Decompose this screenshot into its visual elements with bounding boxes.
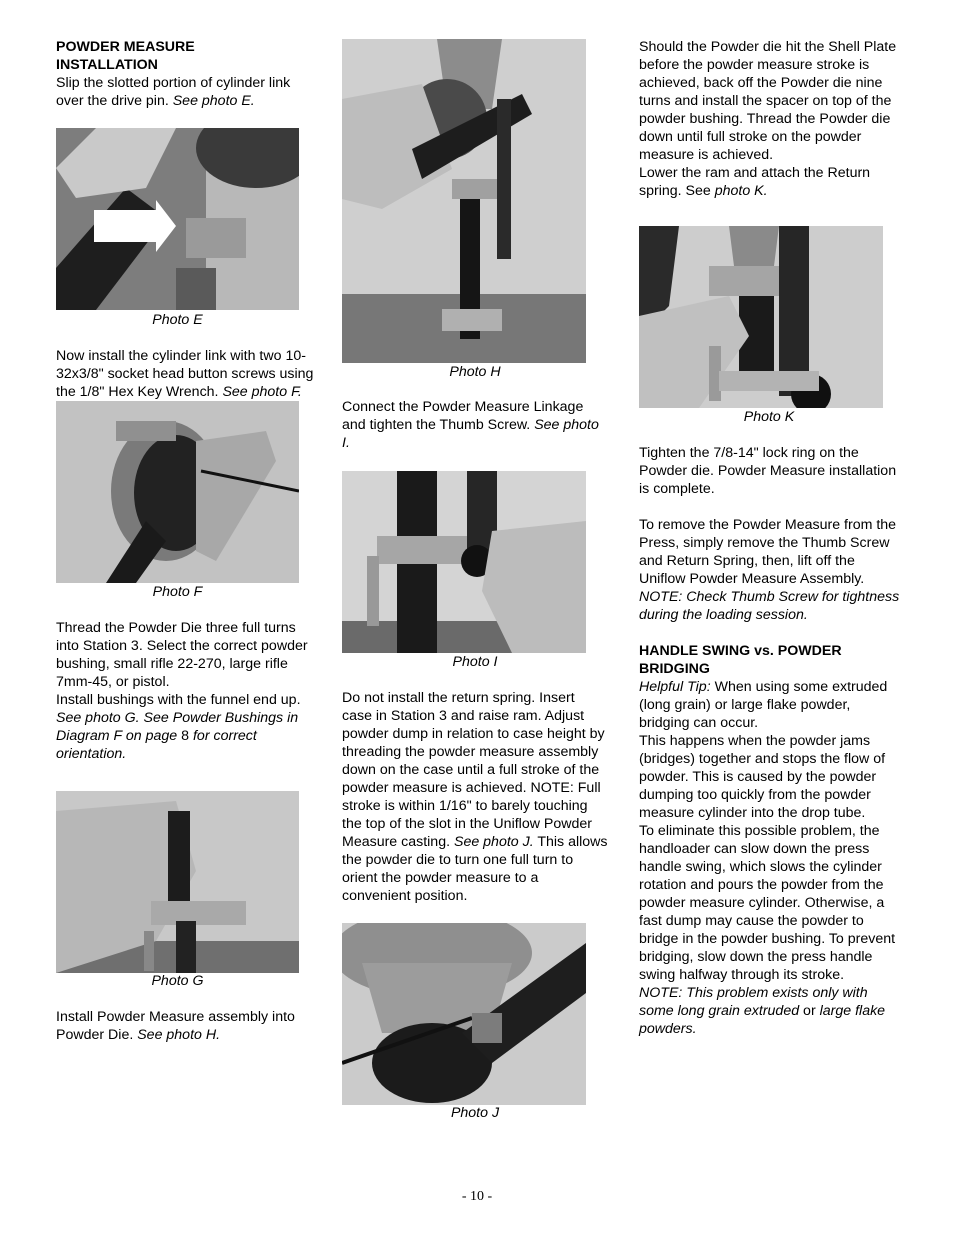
- paragraph-install-bushings: Install bushings with the funnel end up. See photo G. See Powder Bushings in Diagram F on page 8 for correct orientation.: [56, 692, 301, 762]
- paragraph-thread-die: Thread the Powder Die three full turns into Station 3. Select the correct powder bushing, small rifle 22-270, large rifle 7mm-45, or pistol.: [56, 620, 308, 690]
- photo-f-caption: Photo F: [152, 584, 203, 600]
- section-heading-powder-measure: POWDER MEASURE INSTALLATION: [56, 39, 195, 73]
- photo-j-caption: Photo J: [450, 1105, 500, 1121]
- column-3: [639, 38, 907, 1038]
- photo-i-caption: Photo I: [452, 654, 498, 670]
- paragraph-connect-linkage: Connect the Powder Measure Linkage and tighten the Thumb Screw. See photo I.: [342, 399, 599, 451]
- column-2: [342, 39, 610, 1122]
- photo-i: [342, 471, 586, 653]
- column-1: [56, 38, 326, 1044]
- paragraph-install-link: Now install the cylinder link with two 10-32x3/8" socket head button screws using the 1/8" Hex Key Wrench. See photo F.: [56, 348, 314, 400]
- photo-g: [56, 791, 299, 973]
- section-heading-handle-swing: HANDLE SWING vs. POWDER BRIDGING: [639, 643, 842, 677]
- paragraph-lock-ring: Tighten the 7/8-14" lock ring on the Powder die. Powder Measure installation is complete.: [639, 445, 897, 497]
- photo-h: [342, 39, 586, 363]
- page-number: - 10 -: [461, 1189, 493, 1204]
- paragraph-return-spring-attach: Lower the ram and attach the Return spring. See photo K.: [639, 165, 871, 199]
- paragraph-remove-measure: To remove the Powder Measure from the Press, simply remove the Thumb Screw and Return Spring, then, lift off the Uniflow Powder Measure Assembly. NOTE: Check Thumb Screw for tightness during the loading session.: [639, 517, 900, 623]
- photo-e: [56, 128, 299, 310]
- paragraph-return-spring: Do not install the return spring. Insert case in Station 3 and raise ram. Adjust powder dump in relation to case height by threading the powder measure assembly down on the case until a full stroke of the powder measure is achieved. NOTE: Full stroke is within 1/16" to barely touching the top of the slot in the Uniflow Powder Measure casting. See photo J. This allows the powder die to turn one full turn to orient the powder measure to a convenient position.: [342, 690, 608, 904]
- paragraph-install-assembly: Install Powder Measure assembly into Powder Die. See photo H.: [56, 1009, 295, 1043]
- photo-e-caption: Photo E: [152, 312, 203, 328]
- photo-f: [56, 401, 299, 583]
- paragraph-bridging-cause: This happens when the powder jams (bridges) together and stops the flow of powder. This is caused by the powder dumping too quickly from the powder measure cylinder into the drop tube.: [639, 733, 886, 821]
- paragraph-helpful-tip: Helpful Tip: When using some extruded (long grain) or large flake powder, bridging can occur.: [639, 679, 888, 731]
- photo-h-caption: Photo H: [449, 364, 501, 380]
- paragraph-note-powders: NOTE: This problem exists only with some long grain extruded or large flake powders.: [639, 985, 886, 1037]
- photo-k-caption: Photo K: [743, 409, 795, 425]
- photo-k: [639, 226, 883, 408]
- paragraph-slip-link: Slip the slotted portion of cylinder link over the drive pin. See photo E.: [56, 75, 291, 109]
- paragraph-shell-plate: Should the Powder die hit the Shell Plate before the powder measure stroke is achieved, back off the Powder die nine turns and install the spacer on top of the powder bushing. Thread the Powder die down until full stroke on the powder measure is achieved.: [639, 39, 897, 163]
- photo-j: [342, 923, 586, 1105]
- paragraph-eliminate-bridging: To eliminate this possible problem, the handloader can slow down the press handle swing, which slows the cylinder rotation and pours the powder from the powder measure cylinder. Otherwise, a fast dump may cause the powder to bridge in the powder bushing. To prevent bridging, slow down the press handle swing halfway through its stroke.: [639, 823, 896, 983]
- photo-g-caption: Photo G: [151, 973, 204, 989]
